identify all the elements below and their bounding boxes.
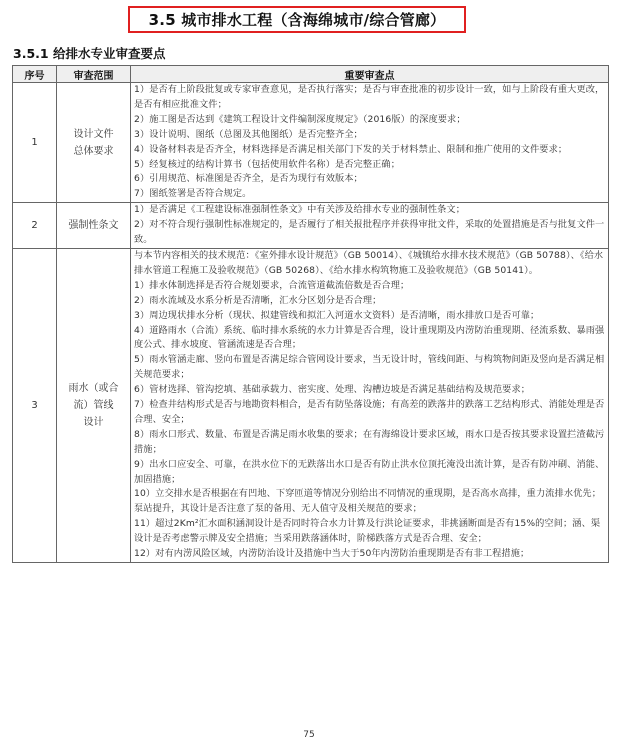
review-point: 6）管材选择、管沟挖填、基础承载力、密实度、处理、沟槽边坡是否满足基础结构及规范要求； xyxy=(134,384,531,396)
scope-line: 总体要求 xyxy=(73,145,114,157)
review-points xyxy=(131,83,609,203)
review-scope xyxy=(57,203,131,249)
review-point: 8）雨水口形式、数量、布置是否满足雨水收集的要求；在有海绵设计要求区域，雨水口是否按其要求设置拦渣截污措施； xyxy=(134,428,605,455)
review-point: 3）周边现状排水分析（现状、拟建管线和拟汇入河道水文资料）是否清晰，雨水排放口是否可靠； xyxy=(134,309,540,321)
review-point: 2）对不符合现行强制性标准规定的，是否履行了相关报批程序并获得审批文件，采取的处置措施是否与批复文件一致。 xyxy=(134,219,605,246)
review-point: 5）雨水管涵走廊、竖向布置是否满足综合管网设计要求，当无设计时，管线间距、与构筑物间距及竖向是否满足相关规范要求； xyxy=(134,354,605,381)
review-point: 与本节内容相关的技术规范：《室外排水设计规范》（GB 50014）、《城镇给水排水技术规范》（GB 50788）、《给水排水管道工程施工及验收规范》（GB 50268）、《给水排水构筑物施工及验收规范》（GB 50141）。 xyxy=(134,249,604,276)
review-point: 10）立交排水是否根据在有凹地、下穿匝道等情况分别给出不同情况的重现期，是否高水高排，重力流排水优先；泵站提升，其设计是否注意了泵的备用、无人值守及相关规范的要求； xyxy=(134,488,601,515)
review-points-table xyxy=(12,65,609,563)
review-point: 1）是否满足《工程建设标准强制性条文》中有关涉及给排水专业的强制性条文； xyxy=(134,204,466,216)
page-number: 75 xyxy=(303,730,315,740)
review-point: 9）出水口应安全、可靠，在洪水位下的无跌落出水口是否有防止洪水位顶托淹没出流计算，是否有防冲刷、消能、加固措施； xyxy=(134,458,605,485)
review-point: 4）道路雨水（合流）系统、临时排水系统的水力计算是否合理，设计重现期及内涝防治重现期、径流系数、暴雨强度公式、排水坡度、管涵流速是否合理； xyxy=(134,324,605,351)
section-heading: 3.5.1 给排水专业审查要点 xyxy=(13,46,166,61)
review-point: 7）检查井结构形式是否与地勘资料相合，是否有防坠落设施；有高差的跌落井的跌落工艺结构形式、消能处理是否合理、安全； xyxy=(134,399,605,425)
chapter-title: 3.5 城市排水工程（含海绵城市/综合管廊） xyxy=(128,6,466,33)
review-point: 6）引用规范、标准图是否齐全，是否为现行有效版本； xyxy=(134,173,363,185)
table-row xyxy=(13,83,609,203)
review-scope xyxy=(57,248,131,562)
review-point: 1）排水体制选择是否符合规划要求，合流管道截流倍数是否合理； xyxy=(134,279,410,291)
review-point: 1）是否有上阶段批复或专家审查意见，是否执行落实；是否与审查批准的初步设计一致，如与上阶段有重大更改，是否有相应批准文件； xyxy=(134,84,605,110)
scope-line: 设计 xyxy=(83,416,104,428)
review-point: 2）雨水流域及水系分析是否清晰，汇水分区划分是否合理； xyxy=(134,294,382,306)
column-header-points: 重要审查点 xyxy=(131,66,609,83)
table-row xyxy=(13,248,609,562)
review-points xyxy=(131,248,609,562)
column-header-number: 序号 xyxy=(13,66,57,83)
scope-line: 设计文件 xyxy=(73,128,114,140)
review-point: 4）设备材料表是否齐全，材料选择是否满足相关部门下发的关于材料禁止、限制和推广使用的文件要求； xyxy=(134,143,568,155)
review-point: 7）图纸签署是否符合规定。 xyxy=(134,188,252,200)
scope-line: 强制性条文 xyxy=(68,220,119,232)
table-header-row xyxy=(13,66,609,83)
review-scope xyxy=(57,83,131,203)
review-points xyxy=(131,203,609,249)
review-point: 11）超过2Km²汇水面积涵洞设计是否同时符合水力计算及行洪论证要求，非挑涵断面是否有15%的空间；涵、渠设计是否考虑警示牌及安全措施；当采用跌落涵体时，阶梯跌落方式是否合理、安全； xyxy=(134,518,601,545)
review-point: 12）对有内涝风险区域，内涝防治设计及措施中当大于50年内涝防治重现期是否有非工程措施； xyxy=(134,548,530,560)
row-number: 1 xyxy=(13,83,57,203)
scope-line: 雨水（或合 xyxy=(68,382,119,394)
row-number: 2 xyxy=(13,203,57,249)
review-point: 2）施工图是否达到《建筑工程设计文件编制深度规定》（2016版）的深度要求； xyxy=(134,113,466,125)
table-row xyxy=(13,203,609,249)
review-point: 5）经复核过的结构计算书（包括使用软件名称）是否完整正确； xyxy=(134,158,400,170)
scope-line: 流）管线 xyxy=(73,399,114,411)
row-number: 3 xyxy=(13,248,57,562)
review-point: 3）设计说明、图纸（总图及其他图纸）是否完整齐全； xyxy=(134,128,363,140)
column-header-scope: 审查范围 xyxy=(57,66,131,83)
